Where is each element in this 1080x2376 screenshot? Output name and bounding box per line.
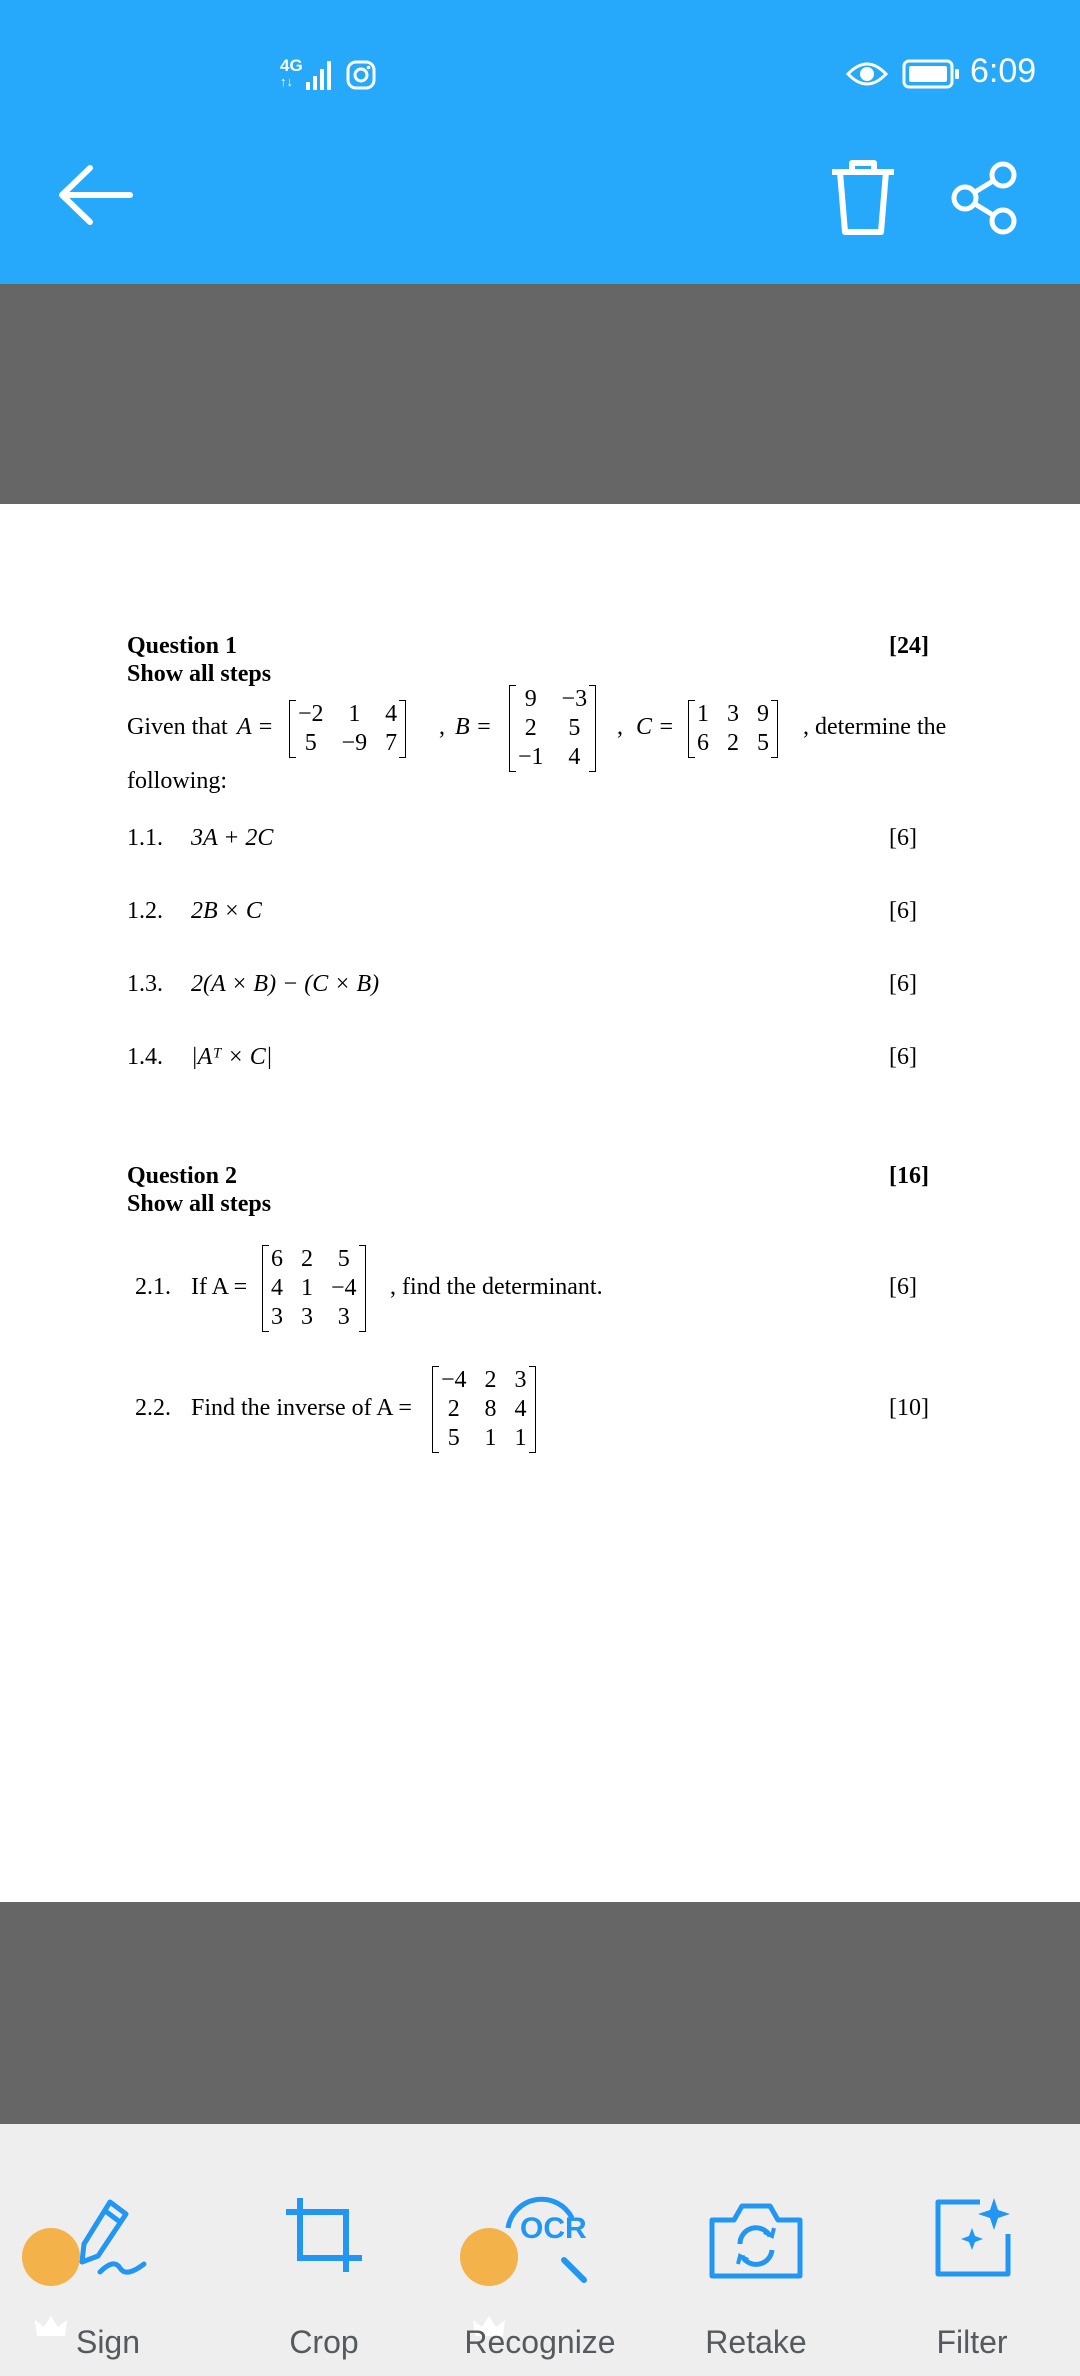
q1-item-number: 1.4. (127, 1044, 163, 1070)
ocr-badge: OCR (520, 2212, 587, 2245)
back-arrow-icon[interactable] (56, 160, 136, 230)
q2-item-marks: [6] (889, 1274, 917, 1300)
q2-marks: [16] (889, 1163, 929, 1189)
matrix-2-1: 6 2 5 4 1 −4 3 3 3 (262, 1245, 366, 1332)
share-icon[interactable] (948, 160, 1020, 236)
instagram-icon (346, 60, 376, 90)
q1-determine-text: , determine the (803, 714, 947, 740)
premium-crown-icon (460, 2228, 518, 2286)
network-indicator (280, 58, 303, 90)
filter-sparkle-icon (928, 2194, 1018, 2284)
matrix-b: 9 −3 2 5 −1 4 (509, 685, 596, 772)
eye-comfort-icon (846, 58, 888, 90)
retake-camera-icon (706, 2194, 806, 2284)
q2-item1-prefix: If A = (191, 1274, 248, 1300)
q1-item-expression: |Aᵀ × C| (191, 1044, 273, 1070)
q1-item-marks: [6] (889, 898, 917, 924)
q1-subtitle: Show all steps (127, 661, 272, 687)
matrix-a-label: A = (237, 714, 274, 740)
matrix-c: 1 3 9 6 2 5 (688, 700, 778, 758)
status-bar (0, 0, 1080, 150)
crop-label: Crop (289, 2324, 359, 2360)
q1-marks: [24] (889, 633, 929, 659)
q1-title: Question 1 (127, 633, 238, 659)
clock: 6:09 (970, 52, 1037, 90)
retake-label: Retake (705, 2324, 807, 2360)
recognize-label: Recognize (464, 2324, 616, 2360)
sign-button[interactable] (0, 2124, 216, 2376)
q1-item-expression: 2(A × B) − (C × B) (191, 971, 380, 997)
q2-item1-suffix: , find the determinant. (390, 1274, 603, 1300)
q1-item-number: 1.2. (127, 898, 163, 924)
q1-item-expression: 3A + 2C (191, 825, 274, 851)
q2-item2-prefix: Find the inverse of A = (191, 1395, 412, 1421)
q1-item-number: 1.3. (127, 971, 163, 997)
q2-item-number: 2.1. (135, 1274, 171, 1300)
retake-button[interactable] (648, 2124, 864, 2376)
sign-label: Sign (75, 2324, 141, 2360)
q1-item-marks: [6] (889, 825, 917, 851)
app-header (0, 0, 1080, 284)
filter-button[interactable] (864, 2124, 1080, 2376)
q1-following-text: following: (127, 768, 227, 794)
document-page: Question 1 [24] Show all steps Given that A = −2 1 4 5 −9 7 , B = 9 −3 2 5 −1 4 , C = 1 3 9 6 2 5 , determine the following: 1.1. 3A + 2C [6] 1.2. 2B × C [6] 1.3. 2(A × B) − (C × B) [6] 1.4. |Aᵀ × C| [6] Question 2 [16] Show all steps 2.1. If A = 6 2 5 4 1 −4 3 3 3 , find the determinant. [6] 2.2. Find the inverse of A = −4 2 3 2 8 4 5 1 1 [10] (0, 504, 1080, 1902)
q1-item-expression: 2B × C (191, 898, 262, 924)
crop-button[interactable] (216, 2124, 432, 2376)
crop-icon (282, 2194, 366, 2278)
trash-icon[interactable] (828, 158, 898, 238)
q2-item-number: 2.2. (135, 1395, 171, 1421)
recognize-button[interactable] (432, 2124, 648, 2376)
q2-title: Question 2 (127, 1163, 238, 1189)
matrix-c-label: C = (636, 714, 675, 740)
q1-item-marks: [6] (889, 971, 917, 997)
q1-item-number: 1.1. (127, 825, 163, 851)
signal-icon (306, 58, 336, 90)
matrix-a: −2 1 4 5 −9 7 (289, 700, 406, 758)
sign-pen-icon (70, 2194, 150, 2284)
battery-icon (902, 58, 960, 90)
matrix-2-2: −4 2 3 2 8 4 5 1 1 (432, 1366, 536, 1453)
q2-subtitle: Show all steps (127, 1191, 272, 1217)
network-type: 4G (280, 56, 303, 75)
q1-item-marks: [6] (889, 1044, 917, 1070)
bottom-toolbar (0, 2124, 1080, 2376)
q1-given-text: Given that (127, 714, 228, 740)
filter-label: Filter (936, 2324, 1008, 2360)
q2-item-marks: [10] (889, 1395, 929, 1421)
premium-crown-icon (22, 2228, 80, 2286)
network-activity: ↑↓ (280, 74, 293, 89)
matrix-b-label: B = (455, 714, 492, 740)
